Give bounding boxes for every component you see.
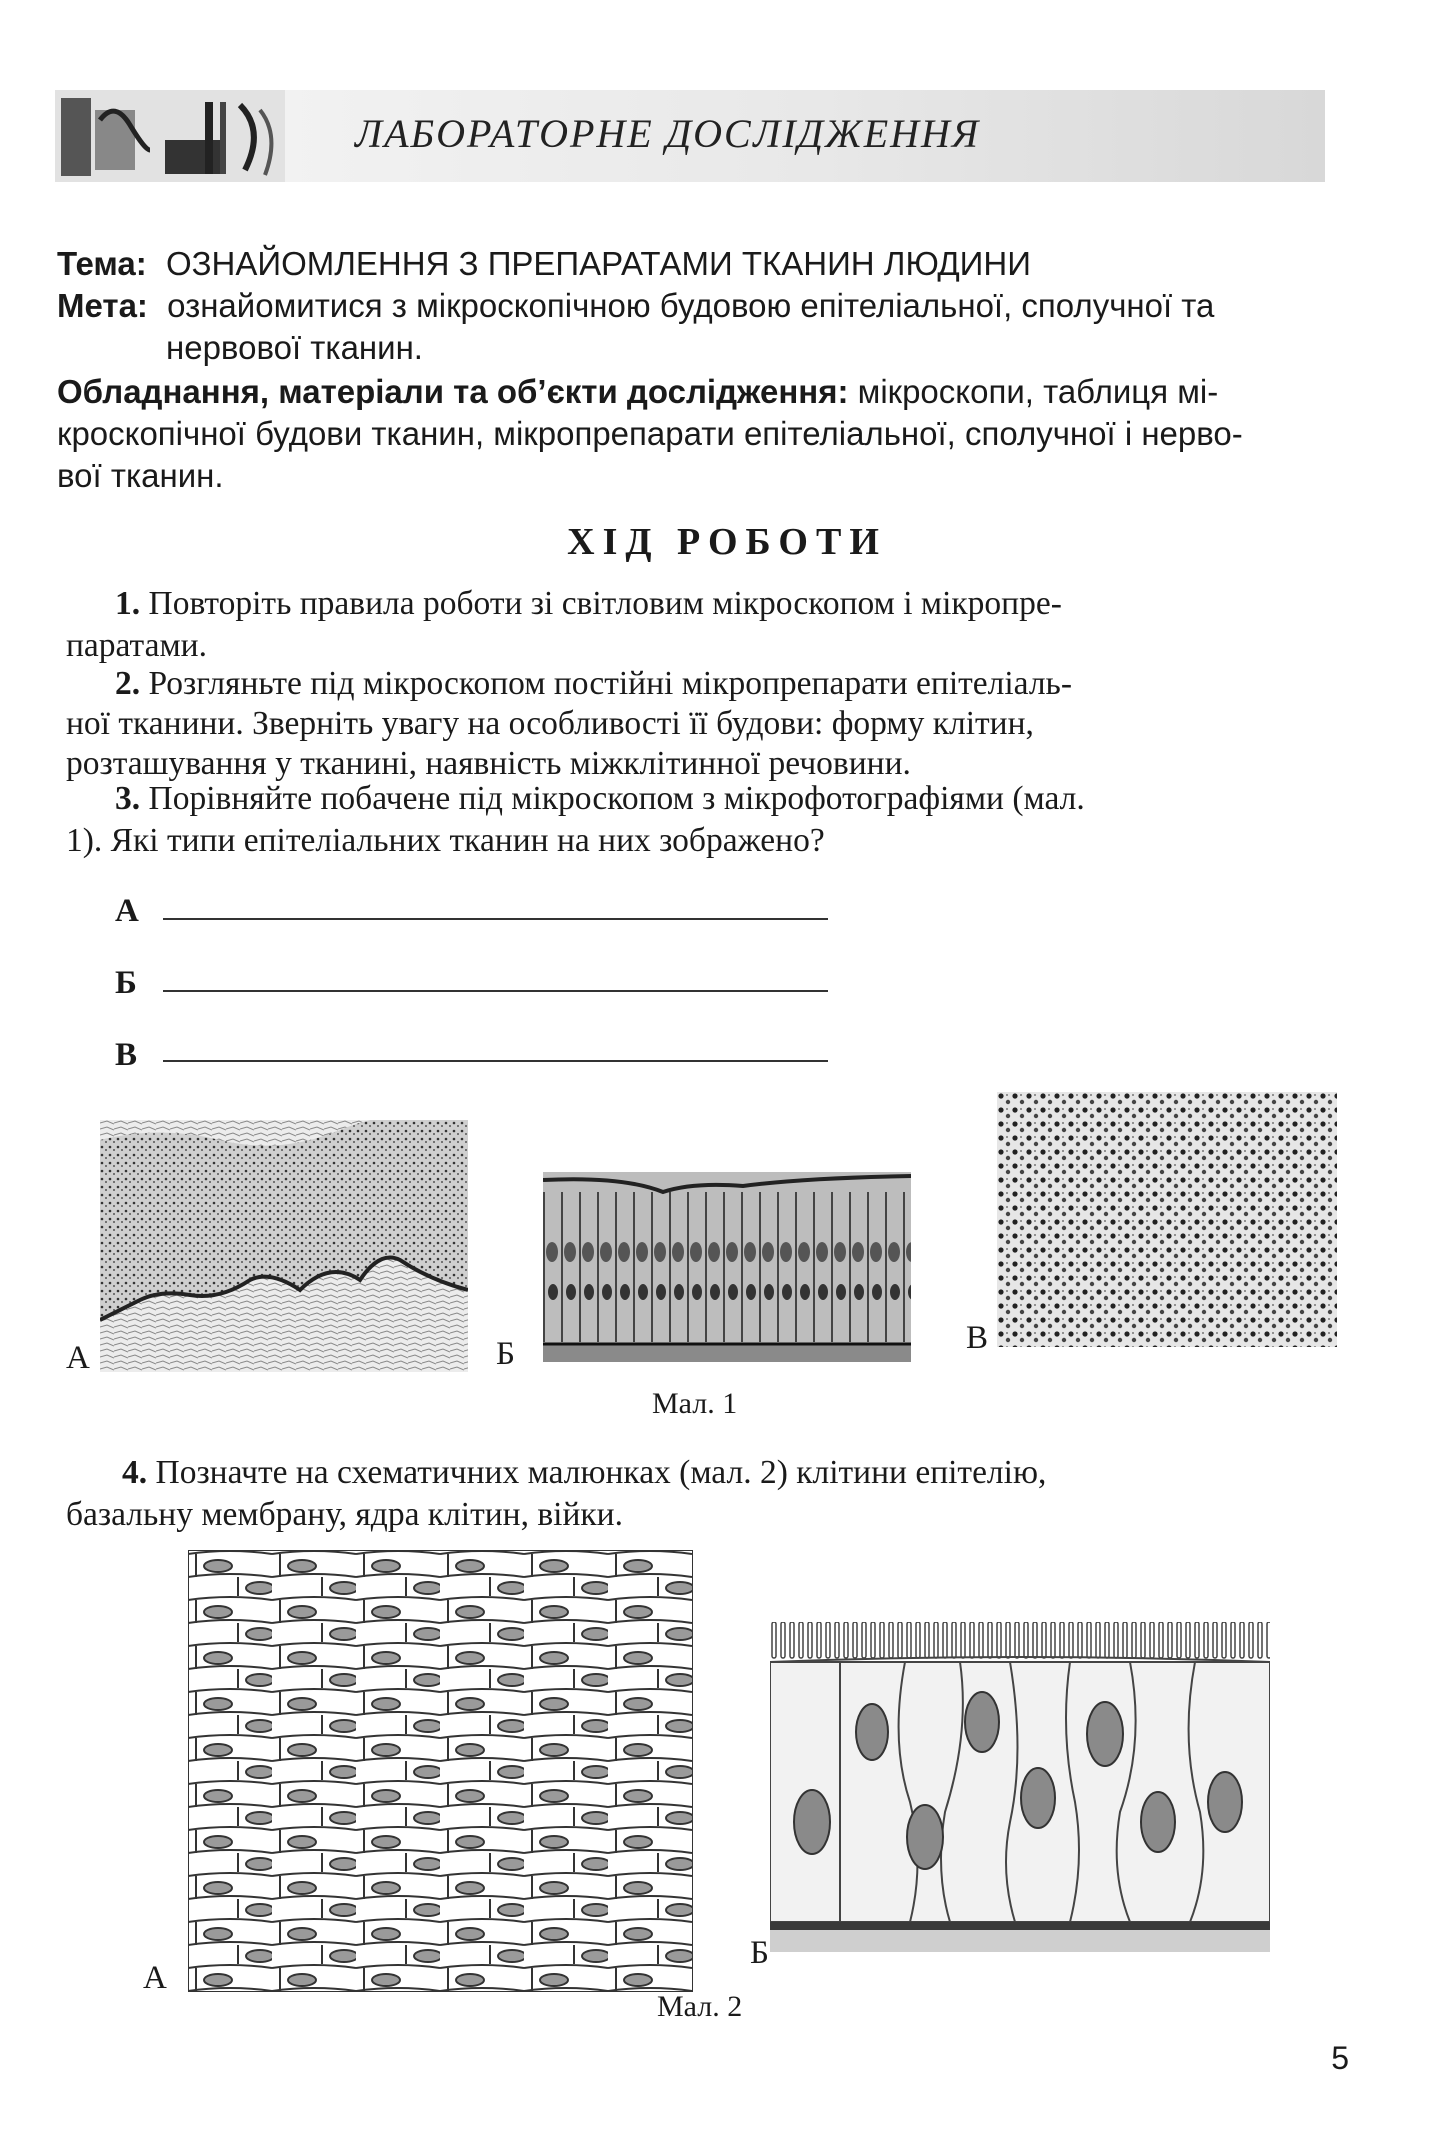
fig2-label-b: Б xyxy=(750,1935,769,1971)
diagram-a-squamous-epithelium xyxy=(188,1550,693,1992)
step-4-line-1 xyxy=(122,1452,1392,1494)
header-decoration-image xyxy=(55,90,285,182)
answer-label-b: Б xyxy=(115,965,137,1001)
step-1-text-1: Повторіть правила роботи зі світловим мікроскопом і мікропре- xyxy=(148,585,1062,622)
figure-2-caption: Мал. 2 xyxy=(657,1990,743,2023)
topic-text: ОЗНАЙОМЛЕННЯ З ПРЕПАРАТАМИ ТКАНИН ЛЮДИНИ xyxy=(165,245,1031,282)
answer-line-c[interactable] xyxy=(163,1060,828,1062)
equipment-line-1 xyxy=(57,371,1218,413)
page-header-title: ЛАБОРАТОРНЕ ДОСЛІДЖЕННЯ xyxy=(355,111,981,156)
answer-label-c: В xyxy=(115,1037,138,1073)
goal-text-2: нервової тканин. xyxy=(166,329,423,366)
section-title: ХІД РОБОТИ xyxy=(567,521,887,563)
fig2-label-a: А xyxy=(143,1960,167,1996)
step-2-text-3: розташування у тканині, наявність міжклітинної речовини. xyxy=(66,745,911,782)
answer-line-b[interactable] xyxy=(163,990,828,992)
step-1-number: 1. xyxy=(115,585,141,622)
step-2-line-1 xyxy=(115,663,1385,705)
goal-label: Мета: xyxy=(57,287,148,324)
goal-line-1 xyxy=(57,285,1214,327)
topic-label: Тема: xyxy=(57,245,147,282)
fig1-label-b: Б xyxy=(496,1336,515,1372)
micrograph-a-stratified-epithelium xyxy=(100,1120,468,1372)
step-1-text-2: паратами. xyxy=(66,627,207,664)
step-3-line-1 xyxy=(115,778,1385,820)
step-4-text-2: базальну мембрану, ядра клітин, війки. xyxy=(66,1496,623,1533)
page-number: 5 xyxy=(1331,2040,1349,2076)
fig1-label-c: В xyxy=(966,1320,989,1356)
step-2-text-1: Розгляньте під мікроскопом постійні мікропрепарати епітеліаль- xyxy=(148,665,1072,702)
fig1-label-a: А xyxy=(66,1340,90,1376)
step-4-number: 4. xyxy=(122,1454,148,1491)
diagram-b-columnar-epithelium xyxy=(770,1622,1270,1952)
answer-label-a: А xyxy=(115,893,139,929)
equipment-text-2: кроскопічної будови тканин, мікропрепарати епітеліальної, сполучної і нерво- xyxy=(57,415,1243,452)
topic-line xyxy=(57,243,1031,285)
step-3-text-2: 1). Які типи епітеліальних тканин на них зображено? xyxy=(66,822,825,859)
step-2-text-2: ної тканини. Зверніть увагу на особливості її будови: форму клітин, xyxy=(66,705,1034,742)
micrograph-c-cuboidal-epithelium xyxy=(997,1092,1337,1347)
step-3-number: 3. xyxy=(115,780,141,817)
answer-line-a[interactable] xyxy=(163,918,828,920)
step-4-text-1: Позначте на схематичних малюнках (мал. 2) клітини епітелію, xyxy=(155,1454,1047,1491)
equipment-text-1: мікроскопи, таблиця мі- xyxy=(857,373,1219,410)
step-2-number: 2. xyxy=(115,665,141,702)
goal-text-1: ознайомитися з мікроскопічною будовою епітеліальної, сполучної та xyxy=(167,287,1215,324)
equipment-label: Обладнання, матеріали та об’єкти дослідження: xyxy=(57,373,849,410)
micrograph-b-columnar-epithelium xyxy=(543,1172,911,1362)
figure-1-caption: Мал. 1 xyxy=(652,1387,738,1420)
equipment-text-3: вої тканин. xyxy=(57,457,224,494)
step-1-line-1 xyxy=(115,583,1385,625)
step-3-text-1: Порівняйте побачене під мікроскопом з мікрофотографіями (мал. xyxy=(148,780,1085,817)
